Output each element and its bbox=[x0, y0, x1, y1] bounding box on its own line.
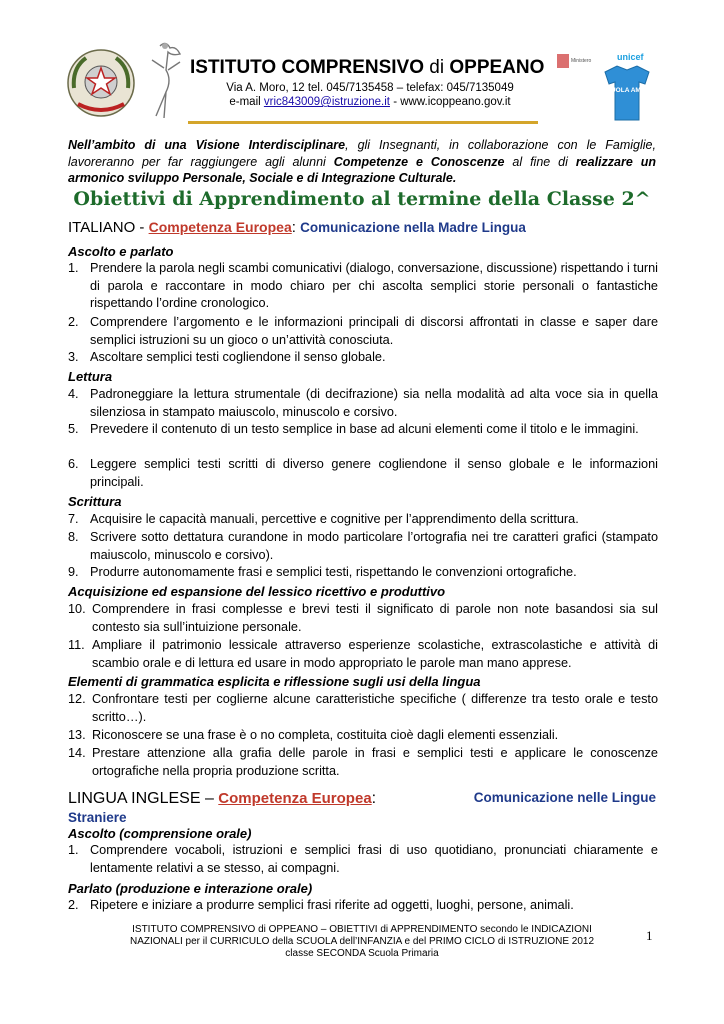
item-number: 10. bbox=[68, 602, 86, 616]
school-title-end: OPPEANO bbox=[449, 57, 545, 78]
item-number: 5. bbox=[68, 422, 79, 436]
item-number: 7. bbox=[68, 512, 79, 526]
footer-line: NAZIONALI per il CURRICULO della SCUOLA dell’INFANZIA e del PRIMO CICLO di ISTRUZIONE 2012 bbox=[129, 936, 595, 947]
item-text: Confrontare testi per coglierne alcune caratteristiche specifiche ( differenze tra testo orale e testo scritto…). bbox=[92, 692, 658, 724]
subject-italiano bbox=[68, 219, 656, 236]
footer-line: classe SECONDA Scuola Primaria bbox=[285, 948, 439, 959]
item-number: 2. bbox=[68, 898, 79, 912]
republic-emblem-icon bbox=[66, 48, 136, 118]
list-item bbox=[68, 386, 658, 421]
school-title-main: ISTITUTO COMPRENSIVO bbox=[190, 57, 425, 78]
page-title: Obiettivi di Apprendimento al termine della Classe 2^ bbox=[73, 188, 651, 210]
item-number: 1. bbox=[68, 843, 79, 857]
communication-label: Comunicazione nelle Lingue bbox=[473, 790, 656, 805]
item-text: Scrivere sotto dettatura curandone in modo particolare l’ortografia nei tre caratteri grafici (stampato maiuscolo, minuscolo e corsivo). bbox=[90, 530, 658, 562]
communication-label: Comunicazione nella Madre Lingua bbox=[300, 220, 526, 235]
list-item bbox=[68, 691, 658, 726]
list-item bbox=[68, 842, 658, 877]
section-title: Lettura bbox=[68, 369, 113, 384]
item-text: Riconoscere se una frase è o no completa, costituita cioè dagli elementi essenziali. bbox=[92, 728, 559, 742]
website-text: - www.icoppeano.gov.it bbox=[390, 96, 511, 108]
item-number: 13. bbox=[68, 728, 86, 742]
item-number: 1. bbox=[68, 261, 79, 275]
item-text: Produrre autonomamente frasi e semplici testi, rispettando le convenzioni ortografiche. bbox=[90, 565, 577, 579]
item-text: Leggere semplici testi scritti di diverso genere cogliendone il senso globale e le informazioni principali. bbox=[90, 457, 658, 489]
section-title: Scrittura bbox=[68, 494, 122, 509]
shirt-text: SCUOLA AMICA bbox=[601, 87, 653, 94]
item-text: Ampliare il patrimonio lessicale attraverso esperienze scolastiche, extrascolastiche e attività di scambio orale e di lettura ed usare in modo appropriato le parole man mano apprese. bbox=[92, 638, 658, 670]
email-prefix: e-mail bbox=[229, 96, 264, 108]
competence-link: Competenza Europea bbox=[148, 219, 292, 235]
subject-sep: – bbox=[200, 790, 219, 807]
communication-label: Straniere bbox=[68, 810, 127, 825]
item-number: 12. bbox=[68, 692, 86, 706]
item-number: 11. bbox=[68, 638, 85, 652]
item-number: 9. bbox=[68, 565, 79, 579]
item-text: Comprendere vocaboli, istruzioni e semplici frasi di uso quotidiano, pronunciati chiaramente e lentamente relativi a se stesso, ai compagni. bbox=[90, 843, 658, 875]
intro-part: al fine di bbox=[504, 154, 576, 169]
list-item bbox=[68, 601, 658, 636]
list-item bbox=[68, 260, 658, 313]
list-item bbox=[68, 727, 658, 745]
list-item bbox=[68, 421, 658, 439]
item-number: 3. bbox=[68, 350, 79, 364]
page-number: 1 bbox=[646, 928, 653, 943]
subject-name: ITALIANO bbox=[68, 219, 136, 236]
item-text: Ripetere e iniziare a produrre semplici frasi riferite ad oggetti, luoghi, persone, animali. bbox=[90, 898, 574, 912]
subject-sep: - bbox=[135, 219, 149, 236]
intro-part: Competenze e Conoscenze bbox=[333, 154, 505, 169]
list-item bbox=[68, 897, 658, 915]
item-text: Padroneggiare la lettura strumentale (di decifrazione) sia nella modalità ad alta voce sia in quella silenziosa in stampato maiuscolo, minuscolo e corsivo. bbox=[90, 387, 658, 419]
header-rule bbox=[188, 121, 538, 124]
item-text: Prevedere il contenuto di un testo semplice in base ad alcuni elementi come il titolo e le immagini. bbox=[90, 422, 639, 436]
page-footer bbox=[68, 924, 656, 960]
item-number: 4. bbox=[68, 387, 79, 401]
school-title-di: di bbox=[429, 57, 445, 78]
intro-part: , gli Insegnanti, in collaborazione con le Famiglie, lavoreranno per far raggiungere agli alunni bbox=[68, 138, 656, 169]
section-title: Ascolto (comprensione orale) bbox=[68, 826, 252, 841]
list-item bbox=[68, 529, 658, 564]
email-link[interactable]: vric843009@istruzione.it bbox=[263, 96, 390, 108]
unicef-scuola-amica-logo bbox=[555, 48, 670, 124]
list-item bbox=[68, 564, 658, 582]
footer-line: ISTITUTO COMPRENSIVO di OPPEANO – OBIETTIVI di APPRENDIMENTO secondo le INDICAZIONI bbox=[132, 924, 592, 935]
school-contacts bbox=[190, 96, 550, 108]
subject-inglese-cont bbox=[68, 809, 656, 826]
subject-colon: : bbox=[291, 219, 301, 236]
list-item bbox=[68, 314, 658, 349]
item-number: 2. bbox=[68, 315, 79, 329]
unicef-text: unicef bbox=[617, 52, 644, 62]
subject-colon: : bbox=[371, 790, 377, 807]
item-text: Comprendere in frasi complesse e brevi testi il significato di parole non note basandosi sia sul contesto sia sull’intuizione personale. bbox=[92, 602, 658, 634]
section-title: Ascolto e parlato bbox=[68, 244, 174, 259]
school-title bbox=[190, 57, 550, 79]
list-item bbox=[68, 349, 658, 367]
item-text: Comprendere l’argomento e le informazioni principali di discorsi affrontati in classe e saper dare semplici istruzioni su un gioco o un’attività conosciuta. bbox=[90, 315, 658, 347]
intro-part: realizzare bbox=[575, 154, 633, 169]
section-title: Parlato (produzione e interazione orale) bbox=[68, 881, 313, 896]
intro-paragraph bbox=[68, 137, 656, 187]
competence-link: Competenza Europea bbox=[218, 790, 372, 807]
list-item bbox=[68, 637, 658, 672]
school-address: Via A. Moro, 12 tel. 045/7135458 – telefax: 045/7135049 bbox=[226, 82, 514, 94]
list-item bbox=[68, 745, 658, 780]
list-item bbox=[68, 456, 658, 491]
svg-text:Ministero: Ministero bbox=[571, 58, 592, 64]
list-item bbox=[68, 511, 658, 529]
item-number: 8. bbox=[68, 530, 79, 544]
bird-figure-icon bbox=[146, 40, 186, 122]
subject-inglese bbox=[68, 790, 656, 808]
intro-part: Nell’ambito di una Visione Interdisciplinare bbox=[68, 138, 346, 152]
item-number: 6. bbox=[68, 457, 79, 471]
section-title: Elementi di grammatica esplicita e riflessione sugli usi della lingua bbox=[68, 674, 481, 689]
item-text: Ascoltare semplici testi cogliendone il senso globale. bbox=[90, 350, 386, 364]
section-title: Acquisizione ed espansione del lessico ricettivo e produttivo bbox=[68, 584, 446, 599]
item-text: Prestare attenzione alla grafia delle parole in frasi e semplici testi e applicare le conoscenze ortografiche nella propria produzione scritta. bbox=[92, 746, 658, 778]
subject-name: LINGUA INGLESE bbox=[68, 790, 201, 807]
item-text: Acquisire le capacità manuali, percettive e cognitive per l’apprendimento della scrittura. bbox=[90, 512, 579, 526]
item-text: Prendere la parola negli scambi comunicativi (dialogo, conversazione, discussione) rispettando i turni di parola e raccontare in modo chiaro per chi ascolta semplici storie personali o fantastiche rispettando l’ordine cronologico. bbox=[90, 261, 658, 311]
item-number: 14. bbox=[68, 746, 86, 760]
intro-part: un armonico sviluppo Personale, Sociale e di Integrazione Culturale. bbox=[68, 154, 656, 185]
